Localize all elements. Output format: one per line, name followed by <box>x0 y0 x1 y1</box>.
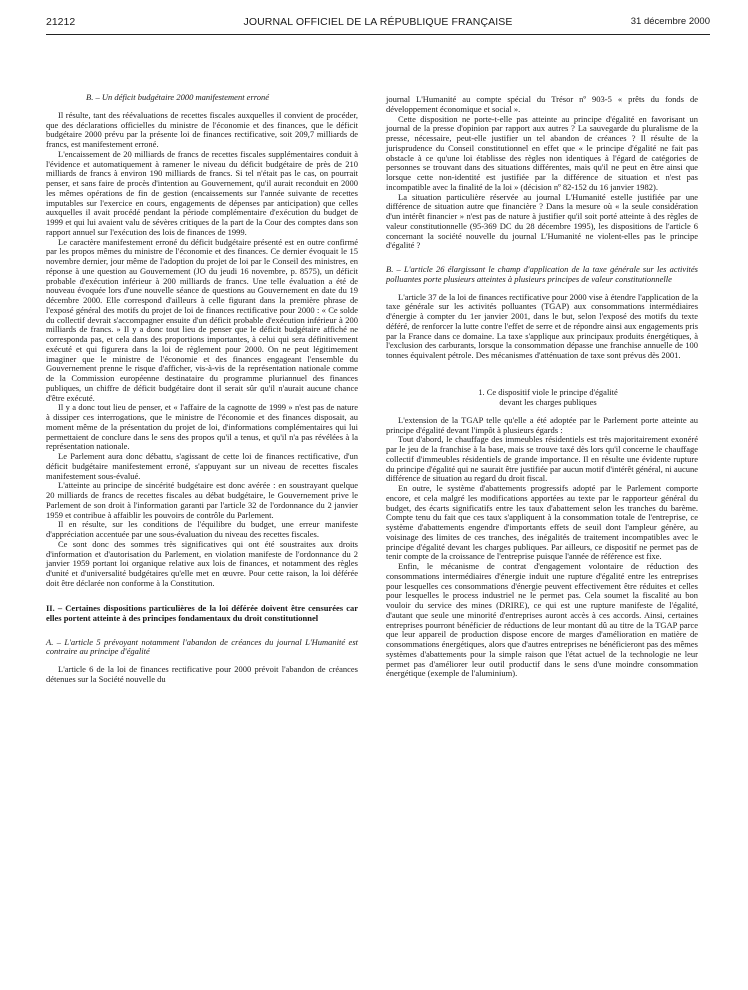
page-header <box>46 16 710 34</box>
paragraph: Le caractère manifestement erroné du déficit budgétaire présenté est en outre confirmé par les propos mêmes du ministre de l'économie et des finances. Ce dernier évoquait le 15 novembre dernier, jour même de l'adoption du projet de loi par le Conseil des ministres, en réponse à une question au Gouvernement (JO du jeudi 16 novembre, p. 8575), un déficit probable d'exécution inférieur à 200 milliards de francs. Une telle évaluation a été de nouveau évoquée lors d'une nouvelle séance de questions au Gouvernement en date du 19 décembre 2000. Elle correspond d'ailleurs à celle figurant dans la première phrase de l'exposé général des motifs du projet de loi de finances rectificative pour 2000 : « Ce solde du collectif devrait s'accompagner ensuite d'un déficit probable d'exécution inférieur à 200 milliards de francs. » Il y a donc tout lieu de penser que le déficit budgétaire affiché ne corresponda pas, et cela dans des proportions importantes, à celui qui sera définitivement exécuté et qui figurera dans la loi de règlement pour 2000. On ne peut légitimement imaginer que le ministre de l'économie et des finances engageant l'ensemble du Gouvernement prenne le risque d'afficher, vis-à-vis de la représentation nationale comme de la Commission européenne destinataire du programme pluriannuel des finances publiques, un chiffre de déficit budgétaire dont il serait sûr qu'il n'aurait aucune chance d'être exécuté. <box>46 236 358 403</box>
section-b-heading: B. – Un déficit budgétaire 2000 manifestement erroné <box>86 92 270 102</box>
paragraph: Il en résulte, sur les conditions de l'équilibre du budget, une erreur manifeste d'appréciation accentuée par une sous-évaluation du niveau des recettes fiscales. <box>46 519 358 539</box>
right-column <box>386 95 698 679</box>
paragraph: En outre, le système d'abattements progressifs adopté par le Parlement comporte encore, et cela malgré les modifications apportées au texte par le rapporteur général du budget, des écarts significatifs entre les taux d'abattement selon les tranches du barème. Compte tenu du fait que ces taux s'appliquent à la consommation totale de l'entreprise, ce système d'abattements engendre d'importants effets de seuil dont l'ampleur génère, au voisinage des limites de ces tranches, des inégalités de traitement incompatibles avec le principe d'égalité devant les charges publiques. Par ailleurs, ce dispositif ne permet pas de tenir compte de la croissance de l'entreprise puisque l'année de référence est fixe. <box>386 483 698 562</box>
paragraph: La situation particulière réservée au journal L'Humanité estelle justifiée par une différence de situation autre que financière ? Dans la mesure où « la seule considération d'un intérêt financier » n'est pas de nature à justifier qu'il soit porté atteinte à des règles de valeur constitutionnelle (95-369 DC du 28 décembre 1995), les dispositions de l'article 6 concernant la société nouvelle du journal L'Humanité ne violent-elles pas le principe d'égalité ? <box>386 191 698 251</box>
journal-title: JOURNAL OFFICIEL DE LA RÉPUBLIQUE FRANÇAISE <box>243 16 513 28</box>
section-b2-heading: B. – L'article 26 élargissant le champ d'application de la taxe générale sur les activités polluantes porte plusieurs atteintes à plusieurs principes de valeur constitutionnelle <box>386 264 698 284</box>
paragraph: Le Parlement aura donc débattu, s'agissant de cette loi de finances rectificative, d'un déficit budgétaire manifestement erroné, s'appuyant sur un niveau de recettes fiscales manifestement sous-évalué. <box>46 451 358 481</box>
paragraph: L'article 6 de la loi de finances rectificative pour 2000 prévoit l'abandon de créances détenues sur la Société nouvelle du <box>46 664 358 684</box>
paragraph: journal L'Humanité au compte spécial du Trésor nº 903-5 « prêts du fonds de développement économique et social ». <box>386 94 698 114</box>
subheading-line: 1. Ce dispositif viole le principe d'égalité <box>478 386 618 397</box>
section-ii-heading: II. – Certaines dispositions particulières de la loi déférée doivent être censurées car elles portent atteinte à des principes fondamentaux du droit constitutionnel <box>46 602 358 623</box>
paragraph: Il y a donc tout lieu de penser, et « l'affaire de la cagnotte de 1999 » n'est pas de nature à dissiper ces interrogations, que le ministre de l'économie et des finances disposait, au moment même de la présentation du projet de loi, d'informations complémentaires qui lui permettaient de conclure dans le sens des propos qu'il a tenus, et qu'il n'a pas révélées à la représentation nationale. <box>46 402 358 452</box>
paragraph: L'atteinte au principe de sincérité budgétaire est donc avérée : en soustrayant quelque 20 milliards de francs de recettes fiscales au débat budgétaire, le Gouvernement prive le Parlement de son droit à l'information garanti par l'article 32 de l'ordonnance du 2 janvier 1959 et contribue à affaiblir les pouvoirs de contrôle du Parlement. <box>46 480 358 520</box>
page-number: 21212 <box>46 16 76 28</box>
paragraph: L'encaissement de 20 milliards de francs de recettes fiscales supplémentaires conduit à l'évidence et automatiquement à ramener le niveau du déficit budgétaire de près de 210 milliards de francs à environ 190 milliards de francs. Si tel n'était pas le cas, on pourrait penser, et sans faire de procès d'intention au Gouvernement, qu'il aurait reconduit en 2000 les mêmes opérations de fin de gestion (encaissements sur l'année suivante de recettes imputables sur l'exercice en cours, engagements de dépenses par anticipation) que celles auxquelles il avait procédé pendant la période complémentaire d'exécution du budget de 1999 et qui lui avaient valu de sévères critiques de la part de la Cour des comptes dans son rapport annuel sur l'exécution des lois de finances de 1999. <box>46 148 358 237</box>
issue-date: 31 décembre 2000 <box>630 16 710 27</box>
section-a-heading: A. – L'article 5 prévoyant notamment l'abandon de créances du journal L'Humanité est contraire au principe d'égalité <box>46 636 358 657</box>
subheading-line: devant les charges publiques <box>499 397 597 408</box>
paragraph: Ce sont donc des sommes très significatives qui ont été soustraites aux droits d'information et d'autorisation du Parlement, en violation manifeste de l'ordonnance du 2 janvier 1959 portant loi organique relative aux lois de finances, et notamment des règles d'unité et d'universalité budgétaires qu'elle met en œuvre. Pour cette raison, la loi déférée doit être déclarée non conforme à la Constitution. <box>46 538 358 588</box>
paragraph: L'article 37 de la loi de finances rectificative pour 2000 vise à étendre l'application de la taxe générale sur les activités polluantes (TGAP) aux consommations intermédiaires d'énergie à compter du 1er janvier 2001, dans le but, selon l'exposé des motifs du texte déféré, de renforcer la lutte contre l'effet de serre et de répondre ainsi aux engagements pris par la France dans ce domaine. La taxe s'applique aux principaux produits énergétiques, à l'exclusion des carburants, lorsque la consommation dépasse une franchise annuelle de 100 tonnes équivalent pétrole. Des mécanismes d'atténuation de taxe sont prévus dès 2001. <box>386 291 698 360</box>
paragraph: Cette disposition ne porte-t-elle pas atteinte au principe d'égalité en favorisant un journal de la presse d'opinion par rapport aux autres ? La sauvegarde du pluralisme de la presse, nécessaire, peut-elle justifier un tel abandon de créances ? Il résulte de la jurisprudence du Conseil constitutionnel en effet que « le principe d'égalité ne fait pas obstacle à ce qu'une loi établisse des règles non identiques à l'égard de catégories de personnes se trouvant dans des situations différentes, mais qu'il ne peut en être ainsi que lorsque cette non-identité est justifiée par la différence de situation et n'est pas incompatible avec la finalité de la loi » (décision nº 82-152 du 16 janvier 1982). <box>386 113 698 192</box>
paragraph: L'extension de la TGAP telle qu'elle a été adoptée par le Parlement porte atteinte au principe d'égalité devant l'impôt à plusieurs égards : <box>386 414 698 435</box>
header-rule <box>46 34 710 35</box>
paragraph: Il résulte, tant des réévaluations de recettes fiscales auxquelles il convient de procéder, que des déclarations officielles du ministre de l'économie et des finances, que le déficit budgétaire 2000 prévu par la présente loi de finances rectificative, soit 209,7 milliards de francs, est manifestement erroné. <box>46 109 358 149</box>
paragraph: Enfin, le mécanisme de contrat d'engagement volontaire de réduction des consommations intermédiaires d'énergie induit une rupture d'égalité entre les entreprises pour lesquelles ces consommations d'énergie peuvent effectivement être réduites et celles pour lesquelles le process industriel ne le permet pas. Cela soumet la fiscalité au bon vouloir du service des mines (DRIRE), ce qui est une rupture manifeste de l'égalité, d'autant que seule une minorité d'entreprises auront accès à ces accords. Ainsi, certaines entreprises pourront bénéficier de réductions de leur montant dû au titre de la TGAP parce que leur appareil de production dispose encore de marges d'amélioration en matière de consommations énergétiques, alors que d'autres entreprises ne bénéficieront pas des mêmes systèmes d'abattements pour la simple raison que l'état actuel de la technologie ne leur permet pas d'améliorer leur outil productif dans le sens d'une moindre consommation énergétique (exemple de l'aluminium). <box>386 561 698 679</box>
paragraph: Tout d'abord, le chauffage des immeubles résidentiels est très majoritairement exonéré par le jeu de la franchise à la base, mais se trouve taxé dès lors qu'il concerne le chauffage collectif d'immeubles résidentiels de grande importance. Il en résulte une évidente rupture du principe d'égalité qui ne saurait être justifiée par aucun motif d'intérêt général, ni aucune différence de situation au regard du droit fiscal. <box>386 434 698 484</box>
left-column <box>46 93 358 685</box>
